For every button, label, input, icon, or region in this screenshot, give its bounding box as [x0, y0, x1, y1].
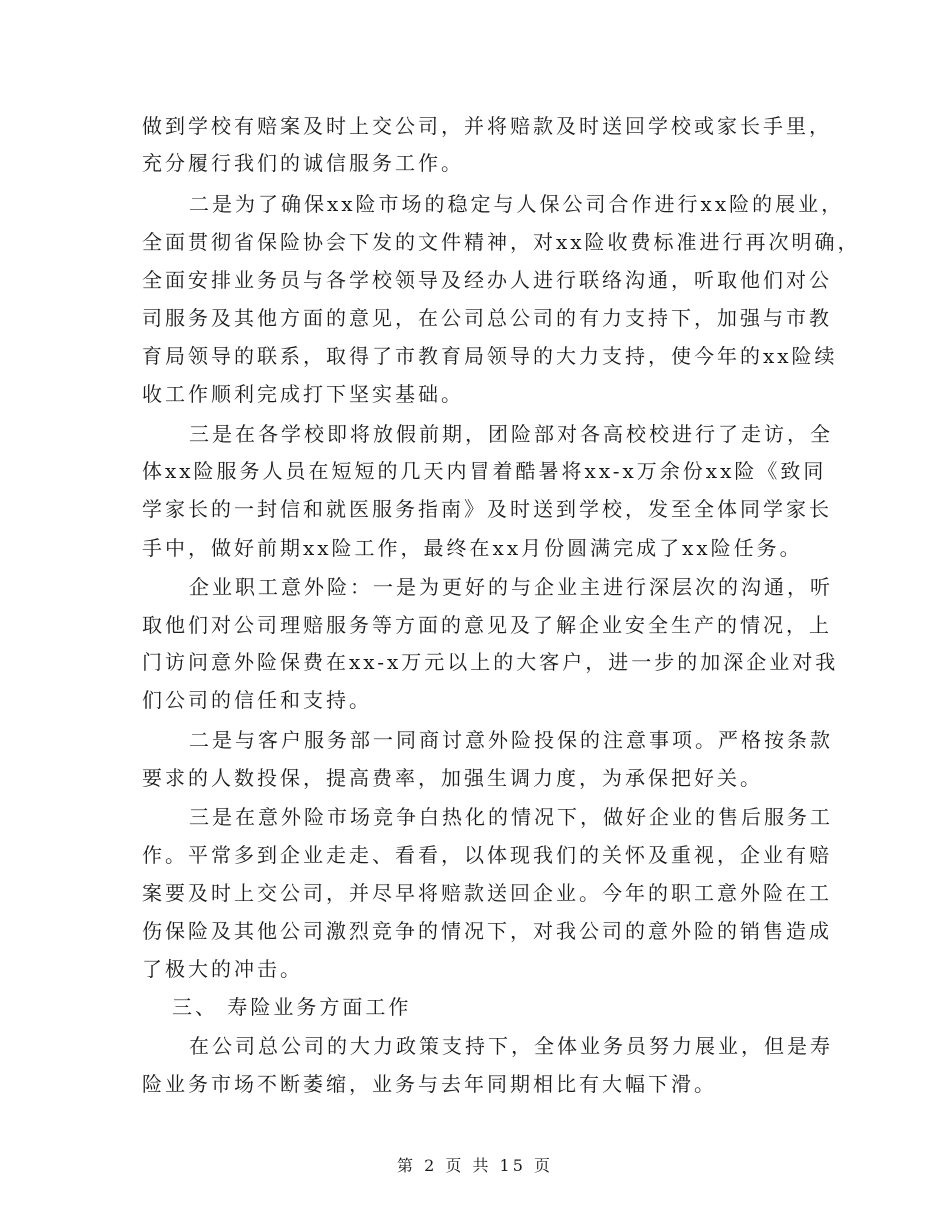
text-line: 企业职工意外险：一是为更好的与企业主进行深层次的沟通，听	[189, 575, 833, 599]
text-line: 育局领导的联系，取得了市教育局领导的大力支持，使今年的xx险续	[142, 344, 838, 368]
text-line: 做到学校有赔案及时上交公司，并将赔款及时送回学校或家长手里，	[142, 114, 832, 138]
text-line: 在公司总公司的大力政策支持下，全体业务员努力展业，但是寿	[189, 1034, 833, 1058]
text-line: 二是与客户服务部一同商讨意外险投保的注意事项。严格按条款	[189, 728, 833, 752]
text-line: 门访问意外险保费在xx-x万元以上的大客户，进一步的加深企业对我	[142, 650, 839, 674]
text-line: 手中，做好前期xx险工作，最终在xx月份圆满完成了xx险任务。	[142, 536, 803, 560]
text-line: 了极大的冲击。	[142, 957, 303, 981]
text-line: 伤保险及其他公司激烈竞争的情况下，对我公司的意外险的销售造成	[142, 919, 832, 943]
text-line: 全面贯彻省保险协会下发的文件精神，对xx险收费标准进行再次明确，	[142, 230, 861, 254]
text-line: 二是为了确保xx险市场的稳定与人保公司合作进行xx险的展业，	[189, 192, 845, 216]
text-line: 全面安排业务员与各学校领导及经办人进行联络沟通，听取他们对公	[142, 268, 832, 292]
text-line: 收工作顺利完成打下坚实基础。	[142, 382, 464, 406]
text-line: 体xx险服务人员在短短的几天内冒着酷暑将xx-x万余份xx险《致同	[142, 459, 827, 483]
text-line: 要求的人数投保，提高费率，加强生调力度，为承保把好关。	[142, 766, 763, 790]
text-line: 司服务及其他方面的意见，在公司总公司的有力支持下，加强与市教	[142, 306, 832, 330]
text-line: 作。平常多到企业走走、看看，以体现我们的关怀及重视，企业有赔	[142, 843, 832, 867]
page-number-footer: 第 2 页 共 15 页	[397, 1156, 553, 1175]
text-line: 们公司的信任和支持。	[142, 688, 372, 712]
text-line: 学家长的一封信和就医服务指南》及时送到学校，发至全体同学家长	[142, 497, 832, 521]
text-line: 三是在各学校即将放假前期，团险部对各高校校进行了走访，全	[189, 422, 833, 446]
text-line: 案要及时上交公司，并尽早将赔款送回企业。今年的职工意外险在工	[142, 881, 832, 905]
text-line: 险业务市场不断萎缩，业务与去年同期相比有大幅下滑。	[142, 1072, 717, 1096]
section-heading: 三、 寿险业务方面工作	[172, 995, 412, 1019]
text-line: 三是在意外险市场竞争白热化的情况下，做好企业的售后服务工	[189, 805, 833, 829]
text-line: 取他们对公司理赔服务等方面的意见及了解企业安全生产的情况，上	[142, 613, 832, 637]
text-line: 充分履行我们的诚信服务工作。	[142, 151, 464, 175]
